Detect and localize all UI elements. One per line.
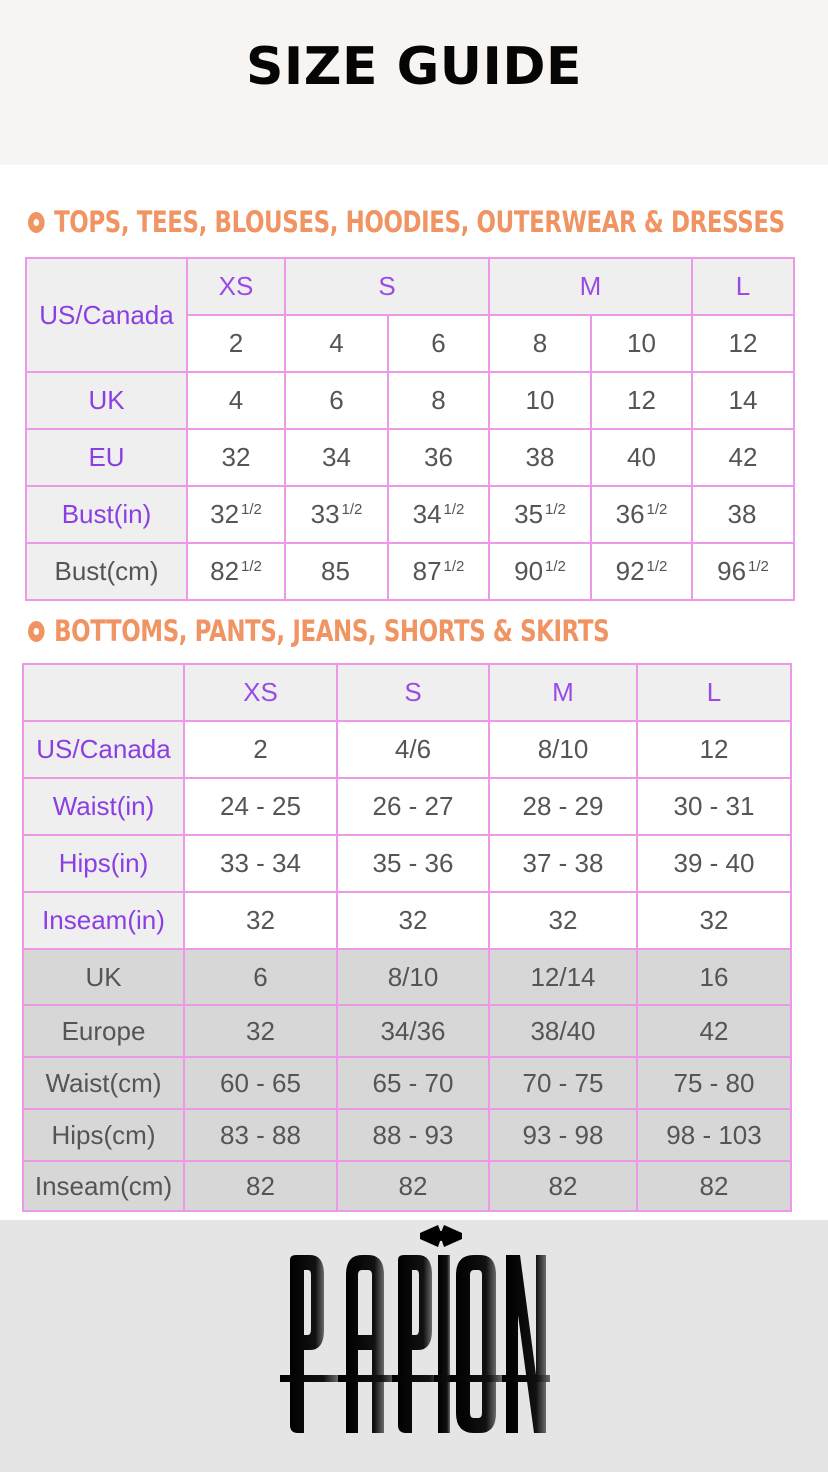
table-cell: 6 — [285, 372, 388, 429]
tops-section-label: TOPS, TEES, BLOUSES, HOODIES, OUTERWEAR & DRESSES — [54, 205, 785, 239]
table-cell: 42 — [637, 1005, 791, 1057]
table-cell: 8/10 — [337, 949, 489, 1005]
bottoms-section-title — [28, 614, 609, 648]
table-row — [23, 1109, 791, 1161]
table-cell — [489, 543, 591, 600]
cell-fraction: 1/2 — [748, 558, 769, 575]
cell-value: 34 — [412, 499, 442, 529]
table-cell — [388, 486, 489, 543]
table-cell: 6 — [184, 949, 337, 1005]
table-cell: 12 — [591, 372, 692, 429]
table-cell: 32 — [184, 892, 337, 949]
table-cell: 24 - 25 — [184, 778, 337, 835]
row-label-bust-in: Bust(in) — [26, 486, 187, 543]
row-label-bust-cm: Bust(cm) — [26, 543, 187, 600]
tops-size-table — [25, 257, 795, 601]
table-cell: 12 — [637, 721, 791, 778]
table-row — [23, 778, 791, 835]
cell-value: 87 — [412, 556, 442, 586]
row-label-eu: EU — [26, 429, 187, 486]
row-label-hips-in: Hips(in) — [23, 835, 184, 892]
cell-fraction: 1/2 — [241, 501, 262, 518]
table-cell — [187, 543, 285, 600]
row-label-inseam-cm: Inseam(cm) — [23, 1161, 184, 1211]
size-header-s: S — [285, 258, 489, 315]
table-cell: 30 - 31 — [637, 778, 791, 835]
table-cell: 40 — [591, 429, 692, 486]
cell-value: 35 — [514, 499, 544, 529]
table-cell: 82 — [637, 1161, 791, 1211]
bow-tie-icon — [420, 1225, 462, 1247]
table-cell — [388, 543, 489, 600]
cell-fraction: 1/2 — [341, 501, 363, 518]
size-header-s: S — [337, 664, 489, 721]
table-row — [23, 721, 791, 778]
cell-fraction: 1/2 — [646, 501, 668, 518]
row-label-us-canada: US/Canada — [26, 258, 187, 372]
table-cell: 4/6 — [337, 721, 489, 778]
table-cell — [591, 543, 692, 600]
cell-value: 33 — [310, 499, 340, 529]
table-cell: 93 - 98 — [489, 1109, 637, 1161]
table-cell: 28 - 29 — [489, 778, 637, 835]
size-header-l: L — [692, 258, 794, 315]
circle-bullet-icon — [28, 621, 45, 642]
table-cell — [285, 486, 388, 543]
table-cell: 42 — [692, 429, 794, 486]
table-cell: 4 — [187, 372, 285, 429]
table-cell: 38/40 — [489, 1005, 637, 1057]
size-header-xs: XS — [184, 664, 337, 721]
size-header-xs: XS — [187, 258, 285, 315]
cell-fraction: 1/2 — [646, 558, 668, 575]
table-cell: 32 — [489, 892, 637, 949]
table-cell: 98 - 103 — [637, 1109, 791, 1161]
table-cell: 82 — [337, 1161, 489, 1211]
size-header-m: M — [489, 258, 692, 315]
table-cell — [692, 543, 794, 600]
table-cell: 26 - 27 — [337, 778, 489, 835]
table-cell: 32 — [187, 429, 285, 486]
page-header — [0, 0, 828, 165]
table-cell — [187, 486, 285, 543]
cell-value: 85 — [321, 556, 350, 586]
table-cell: 2 — [184, 721, 337, 778]
cell-value: 32 — [210, 499, 240, 529]
table-cell: 39 - 40 — [637, 835, 791, 892]
table-cell: 82 — [489, 1161, 637, 1211]
papion-logo — [280, 1225, 550, 1450]
table-cell: 34/36 — [337, 1005, 489, 1057]
table-cell: 12/14 — [489, 949, 637, 1005]
table-cell: 4 — [285, 315, 388, 372]
table-cell: 37 - 38 — [489, 835, 637, 892]
row-label-uk: UK — [23, 949, 184, 1005]
table-cell: 14 — [692, 372, 794, 429]
cell-fraction: 1/2 — [545, 558, 566, 575]
table-row — [26, 258, 794, 315]
row-label-waist-cm: Waist(cm) — [23, 1057, 184, 1109]
table-row — [23, 892, 791, 949]
table-cell — [489, 486, 591, 543]
cell-fraction: 1/2 — [443, 558, 465, 575]
table-corner-cell — [23, 664, 184, 721]
table-row — [26, 372, 794, 429]
row-label-waist-in: Waist(in) — [23, 778, 184, 835]
table-cell: 83 - 88 — [184, 1109, 337, 1161]
row-label-inseam-in: Inseam(in) — [23, 892, 184, 949]
table-row — [26, 543, 794, 600]
bottoms-section-label: BOTTOMS, PANTS, JEANS, SHORTS & SKIRTS — [54, 614, 610, 648]
cell-value: 92 — [615, 556, 645, 586]
page-title: SIZE GUIDE — [245, 36, 583, 97]
cell-value: 82 — [210, 556, 240, 586]
cell-value: 38 — [727, 499, 757, 529]
table-cell: 36 — [388, 429, 489, 486]
cell-fraction: 1/2 — [443, 501, 465, 518]
cell-value: 96 — [717, 556, 747, 586]
tops-section-title — [28, 205, 785, 239]
table-cell: 16 — [637, 949, 791, 1005]
size-header-m: M — [489, 664, 637, 721]
table-cell: 10 — [489, 372, 591, 429]
table-cell: 32 — [184, 1005, 337, 1057]
table-cell: 88 - 93 — [337, 1109, 489, 1161]
cell-value: 90 — [514, 556, 544, 586]
table-cell: 35 - 36 — [337, 835, 489, 892]
circle-bullet-icon — [28, 212, 45, 233]
table-cell: 8 — [388, 372, 489, 429]
cell-fraction: 1/2 — [545, 501, 566, 518]
table-cell: 10 — [591, 315, 692, 372]
table-cell: 6 — [388, 315, 489, 372]
row-label-us-canada: US/Canada — [23, 721, 184, 778]
table-cell — [285, 543, 388, 600]
table-cell: 32 — [637, 892, 791, 949]
table-cell: 33 - 34 — [184, 835, 337, 892]
table-cell: 60 - 65 — [184, 1057, 337, 1109]
table-cell: 70 - 75 — [489, 1057, 637, 1109]
size-header-l: L — [637, 664, 791, 721]
table-cell: 8/10 — [489, 721, 637, 778]
table-cell: 75 - 80 — [637, 1057, 791, 1109]
table-cell: 82 — [184, 1161, 337, 1211]
table-cell: 65 - 70 — [337, 1057, 489, 1109]
cell-value: 36 — [615, 499, 645, 529]
row-label-hips-cm: Hips(cm) — [23, 1109, 184, 1161]
table-cell: 8 — [489, 315, 591, 372]
table-row — [23, 949, 791, 1005]
table-cell: 12 — [692, 315, 794, 372]
table-row — [26, 486, 794, 543]
table-cell: 38 — [489, 429, 591, 486]
table-cell — [591, 486, 692, 543]
table-row — [23, 1005, 791, 1057]
table-cell: 32 — [337, 892, 489, 949]
table-row — [23, 835, 791, 892]
table-row — [23, 1161, 791, 1211]
cell-fraction: 1/2 — [241, 558, 262, 575]
table-row — [23, 1057, 791, 1109]
table-cell: 2 — [187, 315, 285, 372]
row-label-europe: Europe — [23, 1005, 184, 1057]
bottoms-size-table — [22, 663, 792, 1212]
table-cell — [692, 486, 794, 543]
table-row — [23, 664, 791, 721]
table-cell: 34 — [285, 429, 388, 486]
row-label-uk: UK — [26, 372, 187, 429]
table-row — [26, 429, 794, 486]
